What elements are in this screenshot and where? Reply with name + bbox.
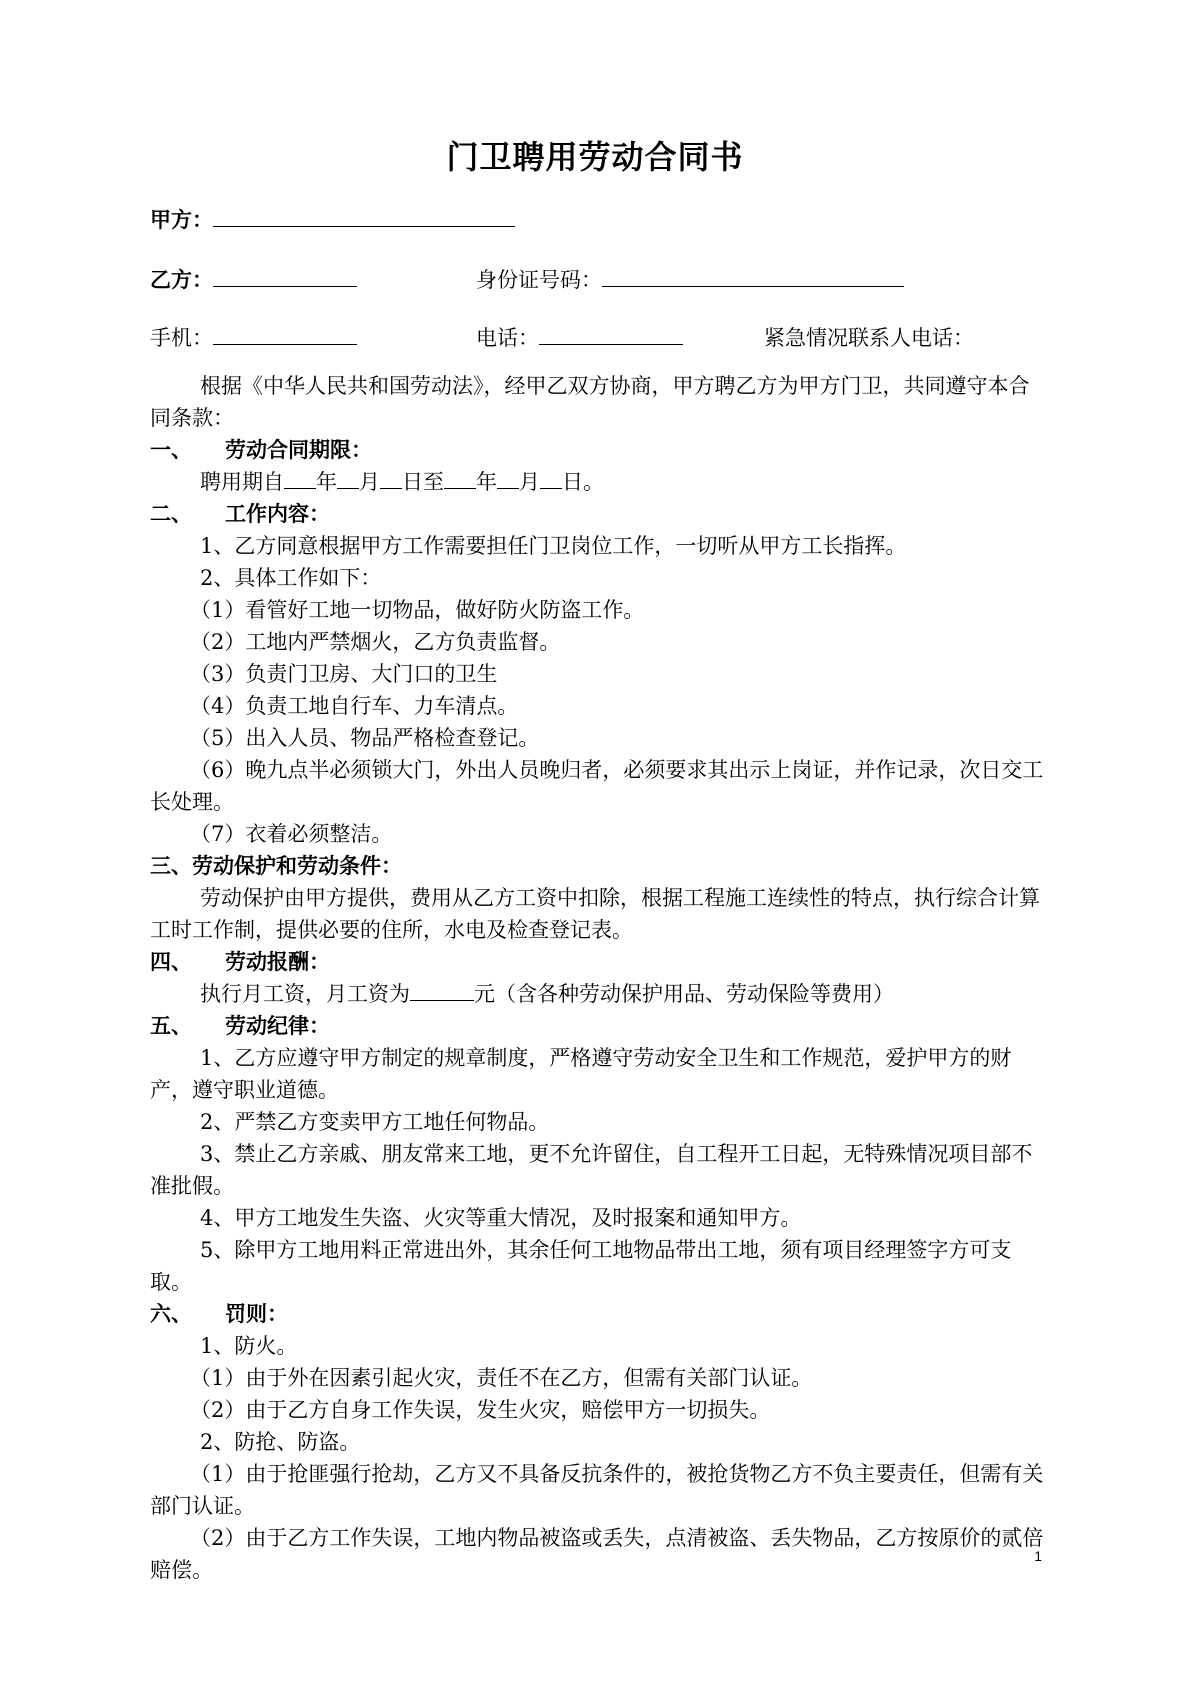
list-item: （7）衣着必须整洁。 bbox=[190, 822, 393, 846]
party-a-label: 甲方： bbox=[150, 207, 213, 232]
salary-text-before: 执行月工资，月工资为 bbox=[200, 982, 410, 1006]
section-3-heading: 三、劳动保护和劳动条件： bbox=[150, 853, 402, 878]
phone-label: 电话： bbox=[476, 326, 539, 350]
term-start-year-blank[interactable] bbox=[284, 468, 316, 489]
term-text-end-day: 日。 bbox=[562, 470, 604, 494]
document-title: 门卫聘用劳动合同书 bbox=[446, 138, 744, 176]
section-3-text: 劳动保护由甲方提供，费用从乙方工资中扣除，根据工程施工连续性的特点，执行综合计算工时工作制，提供必要的住所，水电及检查登记表。 bbox=[150, 886, 1040, 942]
list-item: 3、禁止乙方亲戚、朋友常来工地，更不允许留住，自工程开工日起，无特殊情况项目部不准批假。 bbox=[150, 1142, 1033, 1198]
party-a-row bbox=[150, 204, 515, 234]
section-5-heading bbox=[150, 1010, 1050, 1042]
salary-blank[interactable] bbox=[410, 980, 474, 1001]
intro-paragraph: 根据《中华人民共和国劳动法》，经甲乙双方协商，甲方聘乙方为甲方门卫，共同遵守本合同条款： bbox=[150, 374, 1030, 430]
section-4-heading bbox=[150, 946, 1050, 978]
phone-blank[interactable] bbox=[539, 324, 683, 345]
term-text-year: 年 bbox=[316, 470, 337, 494]
list-item: （1）由于抢匪强行抢劫，乙方又不具备反抗条件的，被抢货物乙方不负主要责任，但需有关部门认证。 bbox=[150, 1462, 1044, 1518]
list-item: 4、甲方工地发生失盗、火灾等重大情况，及时报案和通知甲方。 bbox=[200, 1206, 802, 1230]
list-item: （3）负责门卫房、大门口的卫生 bbox=[190, 662, 498, 686]
term-end-year-blank[interactable] bbox=[444, 468, 476, 489]
salary-text-after: 元（含各种劳动保护用品、劳动保险等费用） bbox=[474, 982, 894, 1006]
term-text-day-to: 日至 bbox=[402, 470, 444, 494]
page-number: 1 bbox=[1034, 1548, 1042, 1564]
section-2-number: 二、 bbox=[150, 501, 192, 526]
party-b-label: 乙方： bbox=[150, 267, 213, 292]
phone-row bbox=[476, 322, 683, 352]
term-start-day-blank[interactable] bbox=[380, 468, 402, 489]
section-1-title: 劳动合同期限： bbox=[225, 437, 372, 462]
section-6-number: 六、 bbox=[150, 1301, 192, 1326]
list-item: 5、除甲方工地用料正常进出外，其余任何工地物品带出工地，须有项目经理签字方可支取。 bbox=[150, 1238, 1012, 1294]
list-item: （6）晚九点半必须锁大门，外出人员晚归者，必须要求其出示上岗证，并作记录，次日交工长处理。 bbox=[150, 758, 1044, 814]
list-item: 1、乙方应遵守甲方制定的规章制度，严格遵守劳动安全卫生和工作规范，爱护甲方的财产，遵守职业道德。 bbox=[150, 1046, 1012, 1102]
term-text-end-month: 月 bbox=[519, 470, 540, 494]
id-number-blank[interactable] bbox=[602, 266, 904, 287]
list-item: （2）由于乙方工作失误，工地内物品被盗或丢失，点清被盗、丢失物品，乙方按原价的贰倍赔偿。 bbox=[150, 1526, 1044, 1582]
term-text-start: 聘用期自 bbox=[200, 470, 284, 494]
term-end-month-blank[interactable] bbox=[497, 468, 519, 489]
term-start-month-blank[interactable] bbox=[337, 468, 359, 489]
party-a-blank[interactable] bbox=[213, 206, 515, 227]
id-number-row bbox=[476, 264, 904, 294]
list-item: 2、具体工作如下： bbox=[200, 566, 382, 590]
section-1-number: 一、 bbox=[150, 437, 192, 462]
id-number-label: 身份证号码： bbox=[476, 268, 602, 292]
list-item: 2、防抢、防盗。 bbox=[200, 1430, 361, 1454]
list-item: 2、严禁乙方变卖甲方工地任何物品。 bbox=[200, 1110, 550, 1134]
list-item: 1、乙方同意根据甲方工作需要担任门卫岗位工作，一切听从甲方工长指挥。 bbox=[200, 534, 907, 558]
list-item: （2）由于乙方自身工作失误，发生火灾，赔偿甲方一切损失。 bbox=[190, 1398, 771, 1422]
section-4-number: 四、 bbox=[150, 949, 192, 974]
party-b-row bbox=[150, 264, 357, 294]
term-line bbox=[150, 466, 1050, 498]
term-text-end-year: 年 bbox=[476, 470, 497, 494]
list-item: （2）工地内严禁烟火，乙方负责监督。 bbox=[190, 630, 561, 654]
salary-line bbox=[150, 978, 1050, 1010]
list-item: （5）出入人员、物品严格检查登记。 bbox=[190, 726, 540, 750]
contract-body bbox=[150, 370, 1050, 1586]
list-item: （1）看管好工地一切物品，做好防火防盗工作。 bbox=[190, 598, 645, 622]
section-6-title: 罚则： bbox=[225, 1301, 288, 1326]
emergency-row bbox=[764, 322, 974, 352]
party-b-blank[interactable] bbox=[213, 266, 357, 287]
mobile-label: 手机： bbox=[150, 326, 213, 350]
section-1-heading bbox=[150, 434, 1050, 466]
section-2-heading bbox=[150, 498, 1050, 530]
mobile-blank[interactable] bbox=[213, 324, 357, 345]
list-item: （4）负责工地自行车、力车清点。 bbox=[190, 694, 519, 718]
section-5-number: 五、 bbox=[150, 1013, 192, 1038]
mobile-row bbox=[150, 322, 357, 352]
section-2-title: 工作内容： bbox=[225, 501, 330, 526]
term-text-month: 月 bbox=[359, 470, 380, 494]
list-item: （1）由于外在因素引起火灾，责任不在乙方，但需有关部门认证。 bbox=[190, 1366, 813, 1390]
term-end-day-blank[interactable] bbox=[540, 468, 562, 489]
list-item: 1、防火。 bbox=[200, 1334, 298, 1358]
emergency-label: 紧急情况联系人电话： bbox=[764, 326, 974, 350]
section-6-heading bbox=[150, 1298, 1050, 1330]
section-4-title: 劳动报酬： bbox=[225, 949, 330, 974]
section-5-title: 劳动纪律： bbox=[225, 1013, 330, 1038]
